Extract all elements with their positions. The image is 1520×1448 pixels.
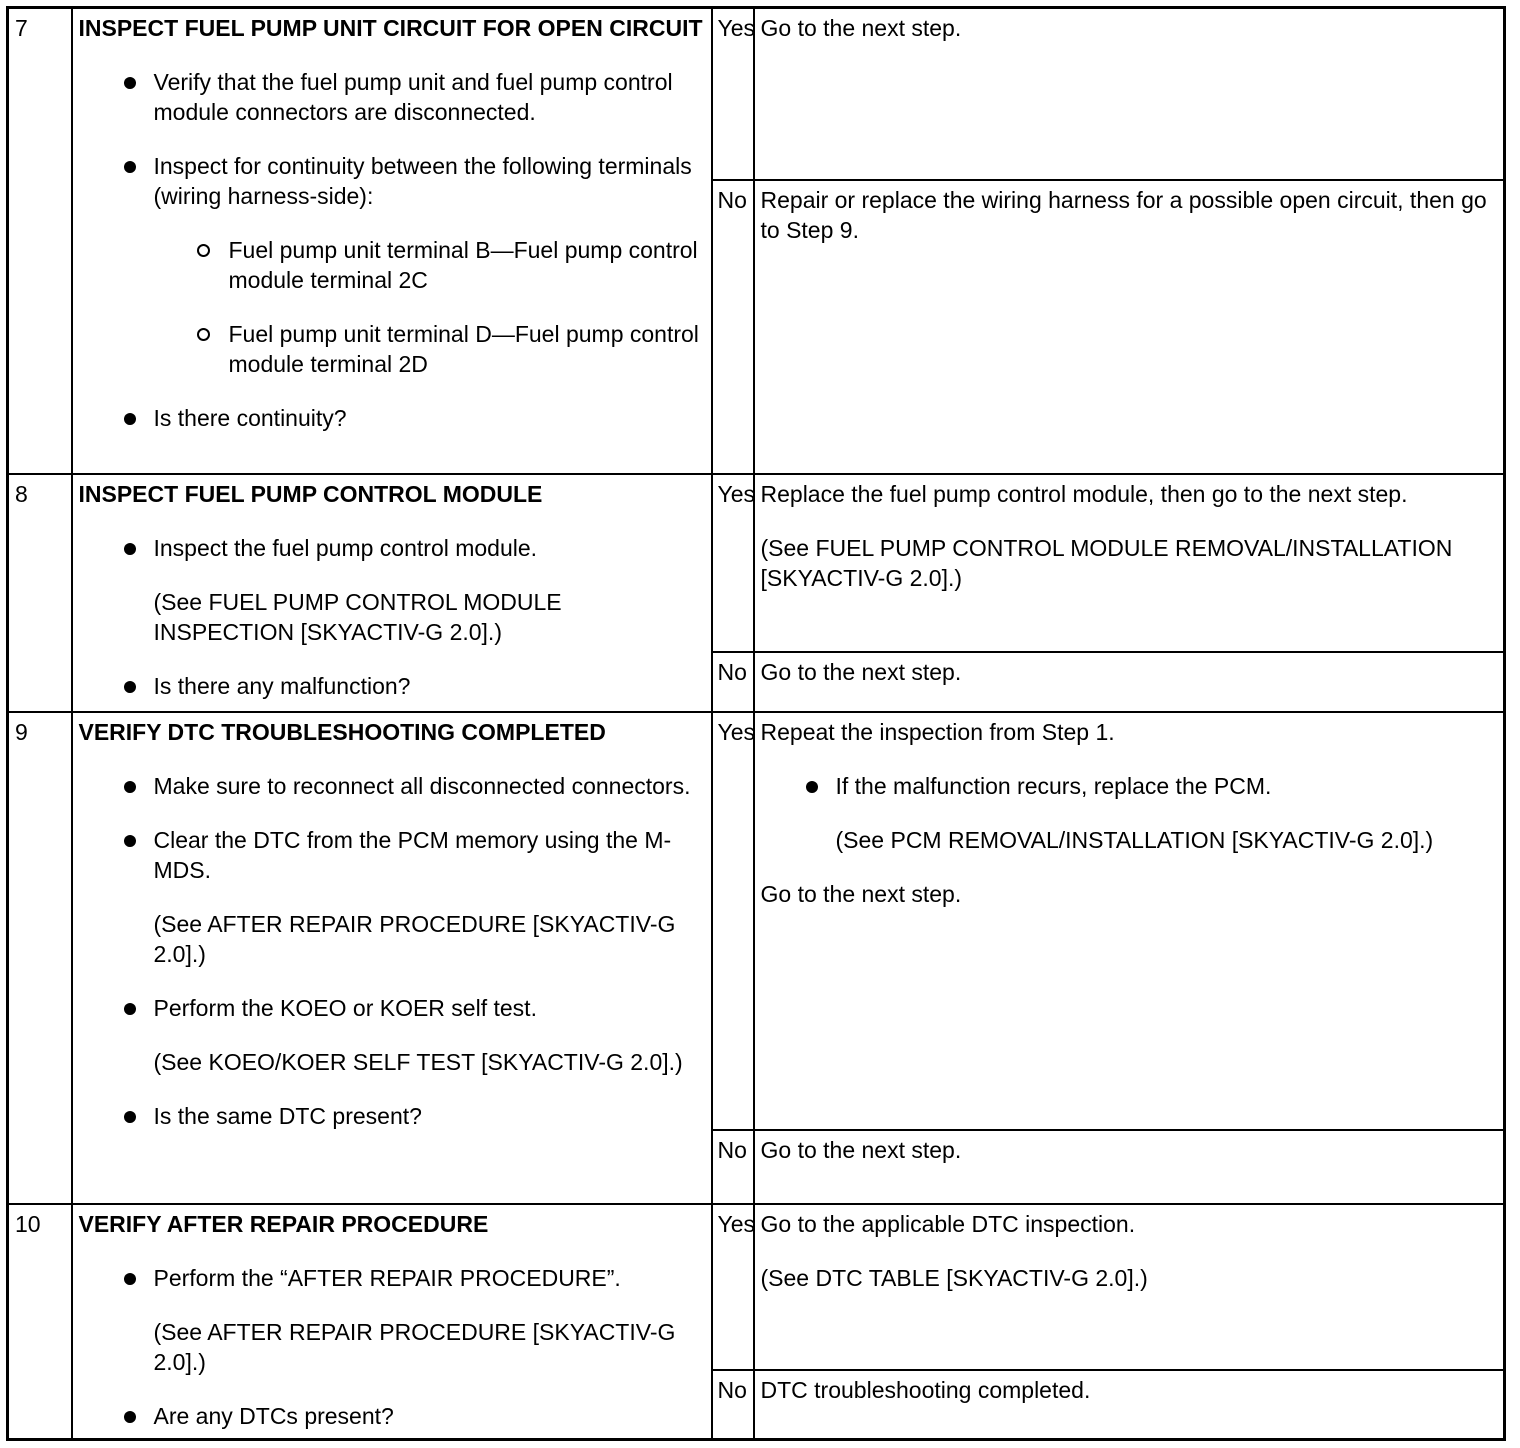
no-result: Go to the next step. — [754, 1130, 1505, 1204]
step-action — [72, 712, 712, 1204]
yes-result — [754, 474, 1505, 652]
action-sub-bullet: Fuel pump unit terminal B—Fuel pump control module terminal 2C — [154, 235, 705, 295]
yes-label: Yes — [712, 8, 754, 180]
troubleshooting-table — [6, 6, 1506, 1441]
yes-label: Yes — [712, 712, 754, 1130]
action-bullet: Are any DTCs present? — [79, 1401, 705, 1431]
step-number: 9 — [8, 712, 72, 1204]
no-label: No — [712, 1370, 754, 1440]
no-label: No — [712, 1130, 754, 1204]
result-bullet: If the malfunction recurs, replace the PCM. (See PCM REMOVAL/INSTALLATION [SKYACTIV-G 2.0].) — [761, 771, 1498, 855]
step-7-yes-row — [8, 8, 1505, 180]
action-bullet: Inspect for continuity between the following terminals (wiring harness-side): Fuel pump unit terminal B—Fuel pump control module terminal 2C Fuel pump unit terminal D—Fuel pump control module terminal 2D — [79, 151, 705, 379]
reference-note: (See FUEL PUMP CONTROL MODULE INSPECTION [SKYACTIV-G 2.0].) — [153, 588, 562, 645]
step-number: 7 — [8, 8, 72, 474]
step-action — [72, 474, 712, 712]
reference-note: (See DTC TABLE [SKYACTIV-G 2.0].) — [760, 1264, 1148, 1291]
step-number: 8 — [8, 474, 72, 712]
yes-label: Yes — [712, 474, 754, 652]
step-title: VERIFY AFTER REPAIR PROCEDURE — [78, 1210, 489, 1237]
action-bullet: Is there any malfunction? — [79, 671, 705, 701]
yes-result-text: Go to the applicable DTC inspection. — [760, 1210, 1136, 1237]
step-title: INSPECT FUEL PUMP CONTROL MODULE — [78, 480, 543, 507]
no-result: Go to the next step. — [754, 652, 1505, 712]
action-sub-bullet: Fuel pump unit terminal D—Fuel pump control module terminal 2D — [154, 319, 705, 379]
no-result: Repair or replace the wiring harness for a possible open circuit, then go to Step 9. — [754, 180, 1505, 474]
yes-label: Yes — [712, 1204, 754, 1370]
yes-result — [754, 1204, 1505, 1370]
action-bullet: Perform the “AFTER REPAIR PROCEDURE”. (See AFTER REPAIR PROCEDURE [SKYACTIV-G 2.0].) — [79, 1263, 705, 1377]
step-9-yes-row — [8, 712, 1505, 1130]
action-bullet: Verify that the fuel pump unit and fuel pump control module connectors are disconnected. — [79, 67, 705, 127]
no-label: No — [712, 652, 754, 712]
no-result: DTC troubleshooting completed. — [754, 1370, 1505, 1440]
step-action — [72, 8, 712, 474]
action-bullet: Perform the KOEO or KOER self test. (See KOEO/KOER SELF TEST [SKYACTIV-G 2.0].) — [79, 993, 705, 1077]
action-bullet: Clear the DTC from the PCM memory using the M-MDS. (See AFTER REPAIR PROCEDURE [SKYACTIV-G 2.0].) — [79, 825, 705, 969]
action-bullet: Is the same DTC present? — [79, 1101, 705, 1131]
yes-result-text-2: Go to the next step. — [760, 880, 962, 907]
yes-result-text: Replace the fuel pump control module, then go to the next step. — [760, 480, 1408, 507]
yes-result: Go to the next step. — [754, 8, 1505, 180]
action-bullet: Is there continuity? — [79, 403, 705, 433]
step-action — [72, 1204, 712, 1440]
step-title: INSPECT FUEL PUMP UNIT CIRCUIT FOR OPEN CIRCUIT — [78, 15, 703, 41]
reference-note: (See PCM REMOVAL/INSTALLATION [SKYACTIV-G 2.0].) — [835, 826, 1434, 853]
reference-note: (See AFTER REPAIR PROCEDURE [SKYACTIV-G 2.0].) — [153, 910, 676, 967]
yes-result-text: Repeat the inspection from Step 1. — [760, 718, 1115, 745]
action-bullet: Make sure to reconnect all disconnected connectors. — [79, 771, 705, 801]
step-title: VERIFY DTC TROUBLESHOOTING COMPLETED — [78, 718, 606, 745]
reference-note: (See KOEO/KOER SELF TEST [SKYACTIV-G 2.0].) — [153, 1048, 683, 1075]
step-number: 10 — [8, 1204, 72, 1440]
reference-note: (See FUEL PUMP CONTROL MODULE REMOVAL/INSTALLATION [SKYACTIV-G 2.0].) — [760, 534, 1453, 591]
yes-result — [754, 712, 1505, 1130]
step-10-yes-row — [8, 1204, 1505, 1370]
step-8-yes-row — [8, 474, 1505, 652]
reference-note: (See AFTER REPAIR PROCEDURE [SKYACTIV-G 2.0].) — [153, 1318, 676, 1375]
no-label: No — [712, 180, 754, 474]
action-bullet: Inspect the fuel pump control module. (See FUEL PUMP CONTROL MODULE INSPECTION [SKYACTIV-G 2.0].) — [79, 533, 705, 647]
